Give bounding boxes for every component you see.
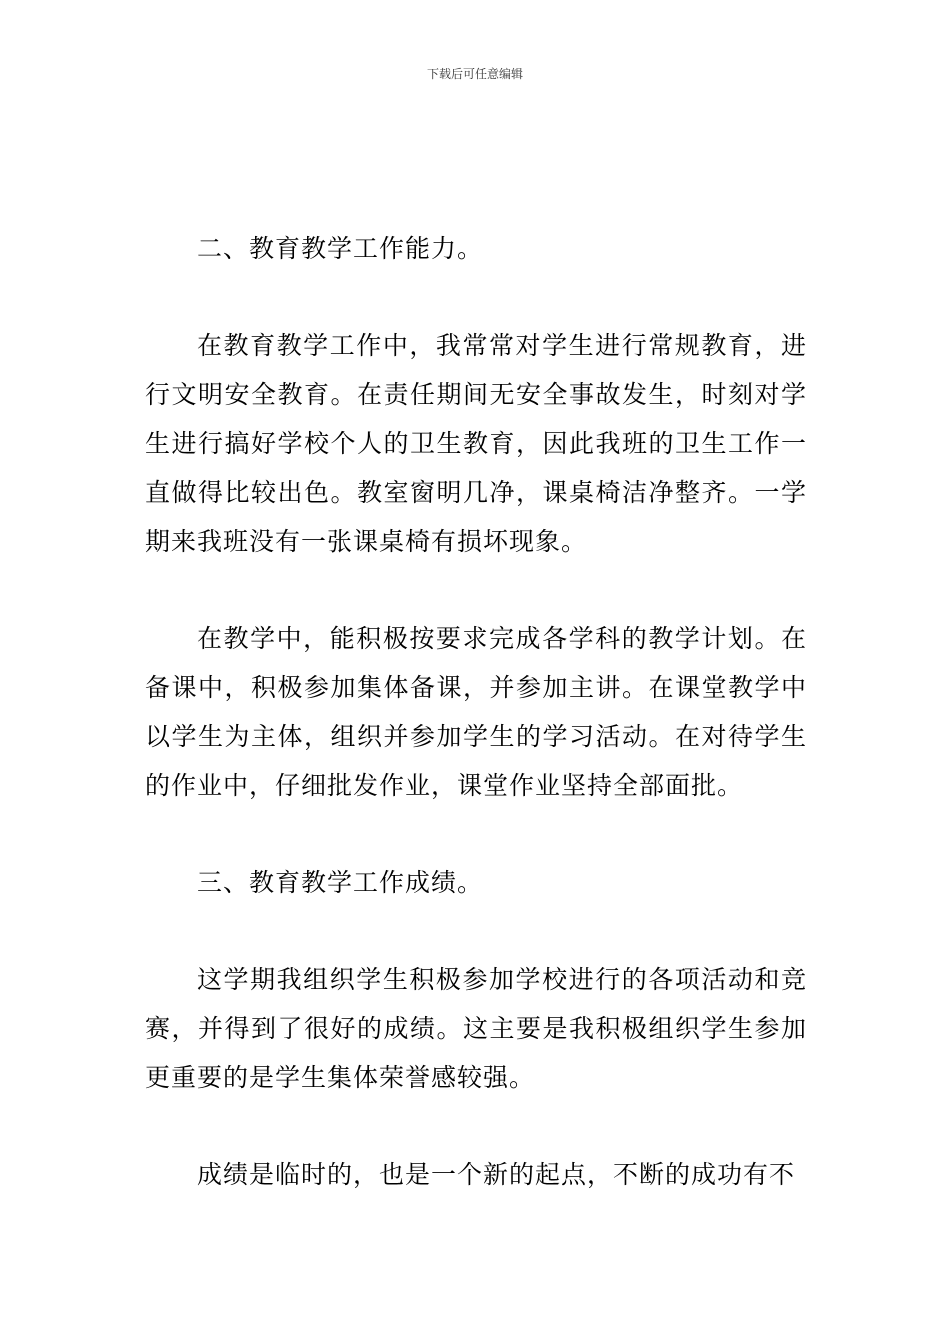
section-heading-3: 三、教育教学工作成绩。 (197, 868, 484, 897)
section-heading-2: 二、教育教学工作能力。 (197, 234, 484, 263)
document-body (145, 224, 807, 1199)
paragraph-conclusion: 成绩是临时的，也是一个新的起点，不断的成功有不 (197, 1160, 796, 1189)
paragraph-teaching: 在教学中，能积极按要求完成各学科的教学计划。在备课中，积极参加集体备课，并参加主讲。在课堂教学中以学生为主体，组织并参加学生的学习活动。在对待学生的作业中，仔细批发作业，课堂作业坚持全部面批。 (145, 624, 807, 800)
paragraph-discipline: 在教育教学工作中，我常常对学生进行常规教育，进行文明安全教育。在责任期间无安全事故发生，时刻对学生进行搞好学校个人的卫生教育，因此我班的卫生工作一直做得比较出色。教室窗明几净，课桌椅洁净整齐。一学期来我班没有一张课桌椅有损坏现象。 (145, 331, 807, 556)
paragraph-gap (145, 566, 807, 614)
paragraph-achievements: 这学期我组织学生积极参加学校进行的各项活动和竞赛，并得到了很好的成绩。这主要是我积极组织学生参加更重要的是学生集体荣誉感较强。 (145, 965, 807, 1092)
paragraph-gap (145, 810, 807, 858)
paragraph-gap (145, 1102, 807, 1150)
header-note: 下载后可任意编辑 (426, 67, 523, 81)
paragraph-gap (145, 273, 807, 321)
paragraph-gap (145, 907, 807, 955)
